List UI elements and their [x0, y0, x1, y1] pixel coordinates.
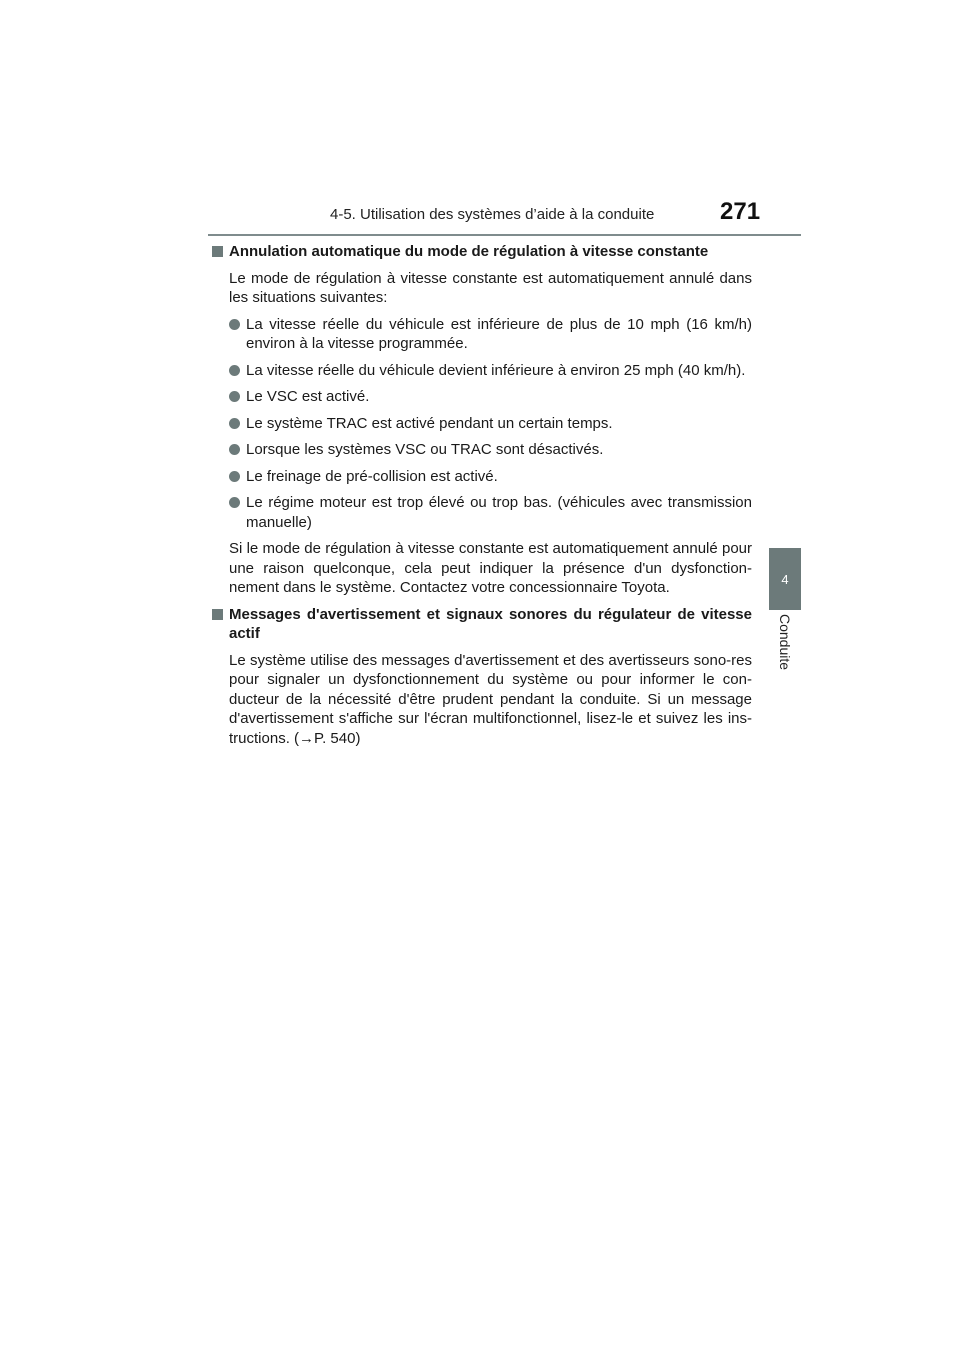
heading-text: Annulation automatique du mode de régulation à vitesse constante [229, 243, 709, 260]
bullet-dot-icon [229, 497, 240, 508]
list-item-text: La vitesse réelle du véhicule devient inférieure à environ 25 mph (40 km/h). [246, 361, 746, 379]
list-item [229, 315, 752, 354]
bullet-dot-icon [229, 365, 240, 376]
chapter-label: Conduite [777, 614, 793, 671]
square-bullet-icon [212, 609, 223, 620]
header-divider [208, 234, 801, 236]
bullet-dot-icon [229, 391, 240, 402]
section-heading-auto-cancel [212, 242, 752, 262]
section-heading-warnings [212, 605, 752, 644]
heading-text: Messages d'avertissement et signaux sonores du régulateur de vitesse actif [229, 605, 752, 642]
chapter-tab[interactable] [769, 548, 801, 610]
list-item [229, 414, 752, 434]
page-number: 271 [720, 198, 761, 225]
list-item-text: Le système TRAC est activé pendant un certain temps. [246, 414, 613, 432]
warnings-paragraph: Le système utilise des messages d'avertissement et des avertisseurs sono-res pour signaler un dysfonctionnement du système ou pour informer le con-ducteur de la nécessité d'être prudent pendant la conduite. Si un message d'avertissement s'affiche sur l'écran multifonctionnel, lisez-le et suivez les ins-tructions. (→P. 540) [229, 651, 752, 747]
page-content [212, 242, 752, 755]
square-bullet-icon [212, 246, 223, 257]
list-item [229, 467, 752, 487]
closing-paragraph: Si le mode de régulation à vitesse constante est automatiquement annulé pour une raison quelconque, cela peut indiquer la présence d'un dysfonction-nement dans le système. Contactez votre concessionnaire Toyota. [229, 540, 752, 596]
list-item-text: La vitesse réelle du véhicule est inférieure de plus de 10 mph (16 km/h) environ à la vitesse programmée. [246, 315, 752, 352]
list-item-text: Lorsque les systèmes VSC ou TRAC sont désactivés. [246, 441, 604, 458]
intro-paragraph: Le mode de régulation à vitesse constante est automatiquement annulé dans les situations suivantes: [229, 269, 752, 306]
list-item-text: Le freinage de pré-collision est activé. [246, 467, 498, 485]
bullet-dot-icon [229, 471, 240, 482]
bullet-dot-icon [229, 418, 240, 429]
section-title: 4-5. Utilisation des systèmes d’aide à la conduite [330, 206, 655, 223]
chapter-number: 4 [781, 571, 789, 587]
list-item-text: Le VSC est activé. [246, 388, 370, 405]
bullet-dot-icon [229, 444, 240, 455]
list-item [229, 440, 752, 460]
list-item-text: Le régime moteur est trop élevé ou trop bas. (véhicules avec transmission manuelle) [246, 494, 752, 531]
list-item [229, 387, 752, 407]
list-item [229, 361, 752, 381]
bullet-dot-icon [229, 319, 240, 330]
list-item [229, 493, 752, 532]
